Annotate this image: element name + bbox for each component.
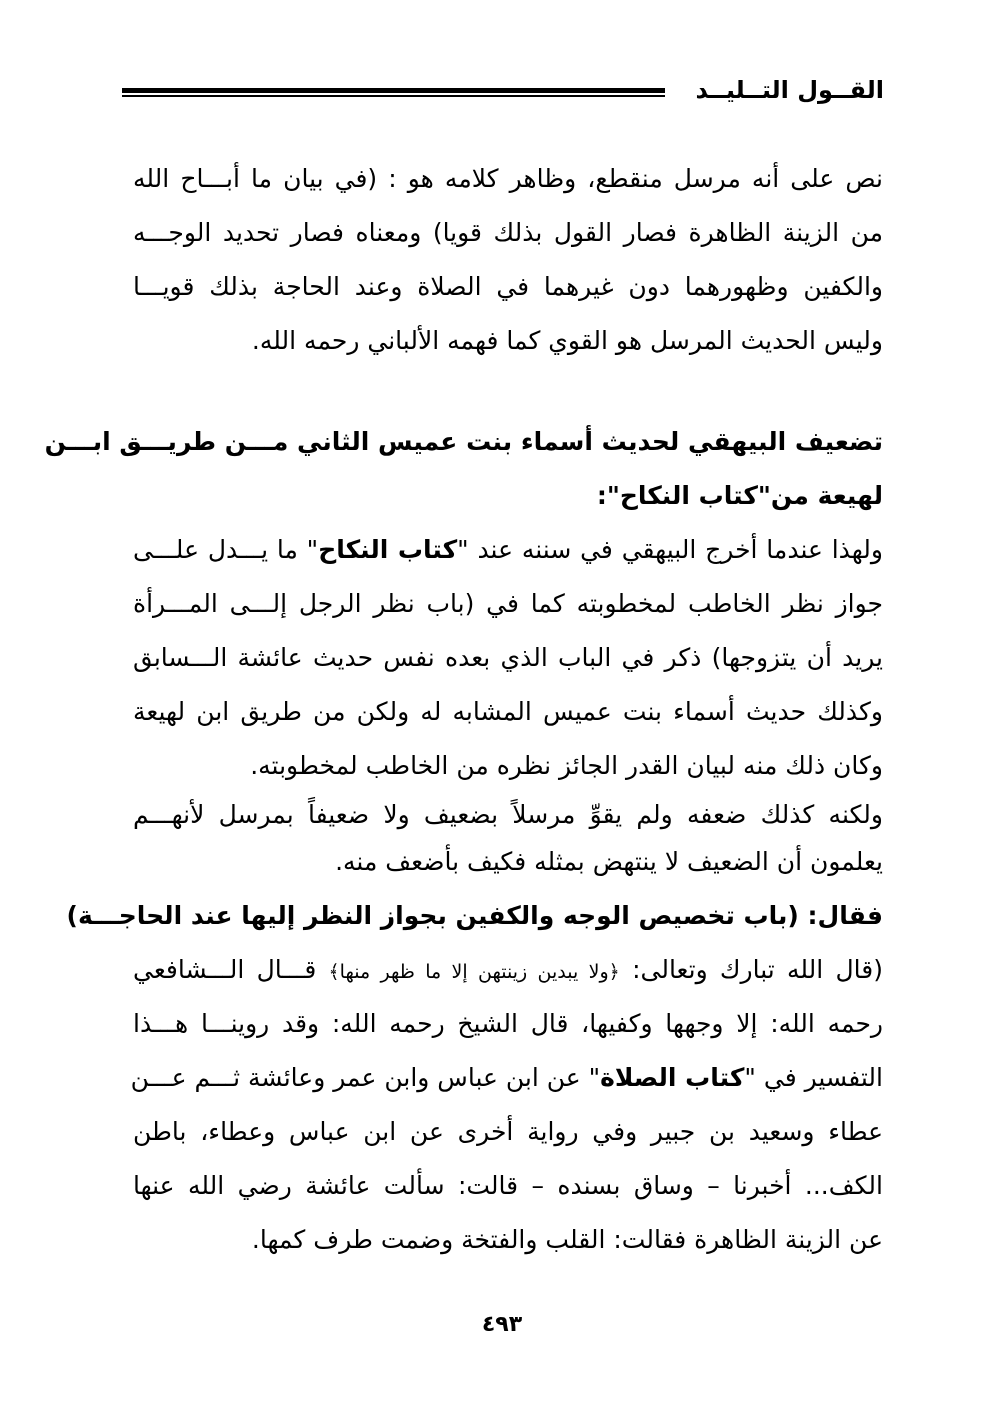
text-line: وكان ذلك منه لبيان القدر الجائز نظره من الخاطب لمخطوبته. <box>250 751 883 780</box>
text-line: ولكنه كذلك ضعفه ولم يقوِّ مرسلاً بضعيف ولا ضعيفاً بمرسل لأنهـــم <box>133 800 883 829</box>
text-run: " ما يـــدل علـــى <box>133 535 319 564</box>
text-line: وكذلك حديث أسماء بنت عميس المشابه له ولكن من طريق ابن لهيعة <box>133 697 883 726</box>
paragraph-2 <box>133 523 883 793</box>
text-line: الكف... أخبرنا – وساق بسنده – قالت: سألت عائشة رضي الله عنها <box>133 1171 883 1200</box>
text-line: يريد أن يتزوجها) ذكر في الباب الذي بعده نفس حديث عائشة الـــسابق <box>133 643 883 672</box>
header-rule <box>122 88 665 97</box>
text-line <box>133 523 883 577</box>
text-run: ولهذا عندما أخرج البيهقي في سننه عند " <box>457 535 884 564</box>
text-line <box>130 1051 883 1105</box>
text-line <box>133 943 883 997</box>
book-reference: كتاب النكاح <box>318 535 458 564</box>
text-line: جواز نظر الخاطب لمخطوبته كما في (باب نظر الرجل إلـــى المـــرأة <box>133 589 883 618</box>
heading-line: لهيعة من"كتاب النكاح": <box>596 481 883 510</box>
book-reference: كتاب الصلاة <box>600 1063 745 1092</box>
quran-verse: ﴿ولا يبدين زينتهن إلا ما ظهر منها﴾ <box>328 961 620 983</box>
text-line: عن الزينة الظاهرة فقالت: القلب والفتخة وضمت طرف كمها. <box>251 1225 883 1254</box>
text-line: رحمه الله: إلا وجهها وكفيها، قال الشيخ رحمه الله: وقد روينـــا هـــذا <box>133 1009 883 1038</box>
heading-line: تضعيف البيهقي لحديث أسماء بنت عميس الثاني مـــن طريـــق ابـــن <box>44 427 883 456</box>
text-line: يعلمون أن الضعيف لا ينتهض بمثله فكيف بأضعف منه. <box>335 847 883 876</box>
section-heading <box>44 415 883 523</box>
text-run: التفسير في " <box>744 1063 883 1092</box>
page-number: ٤٩٣ <box>481 1312 523 1337</box>
text-line: من الزينة الظاهرة فصار القول بذلك قويا) ومعناه فصار تحديد الوجـــه <box>133 218 883 247</box>
text-line: نص على أنه مرسل منقطع، وظاهر كلامه هو : (في بيان ما أبـــاح الله <box>133 164 883 193</box>
paragraph-1 <box>133 152 883 368</box>
bold-text-line: فقال: (باب تخصيص الوجه والكفين بجواز النظر إليها عند الحاجـــة) <box>66 901 883 930</box>
text-run: قـــال الـــشافعي <box>133 955 329 984</box>
text-run: (قال الله تبارك وتعالى: <box>619 955 883 984</box>
text-line: وليس الحديث المرسل هو القوي كما فهمه الألباني رحمه الله. <box>251 326 883 355</box>
text-line: عطاء وسعيد بن جبير وفي رواية أخرى عن ابن عباس وعطاء، باطن <box>133 1117 883 1146</box>
text-run: " عن ابن عباس وابن عمر وعائشة ثـــم عـــن <box>130 1063 601 1092</box>
paragraph-3 <box>133 794 883 889</box>
paragraph-4 <box>66 889 883 1267</box>
text-line: والكفين وظهورهما دون غيرهما في الصلاة وعند الحاجة بذلك قويـــا <box>133 272 883 301</box>
book-title: القــول التــليــد <box>695 76 884 104</box>
